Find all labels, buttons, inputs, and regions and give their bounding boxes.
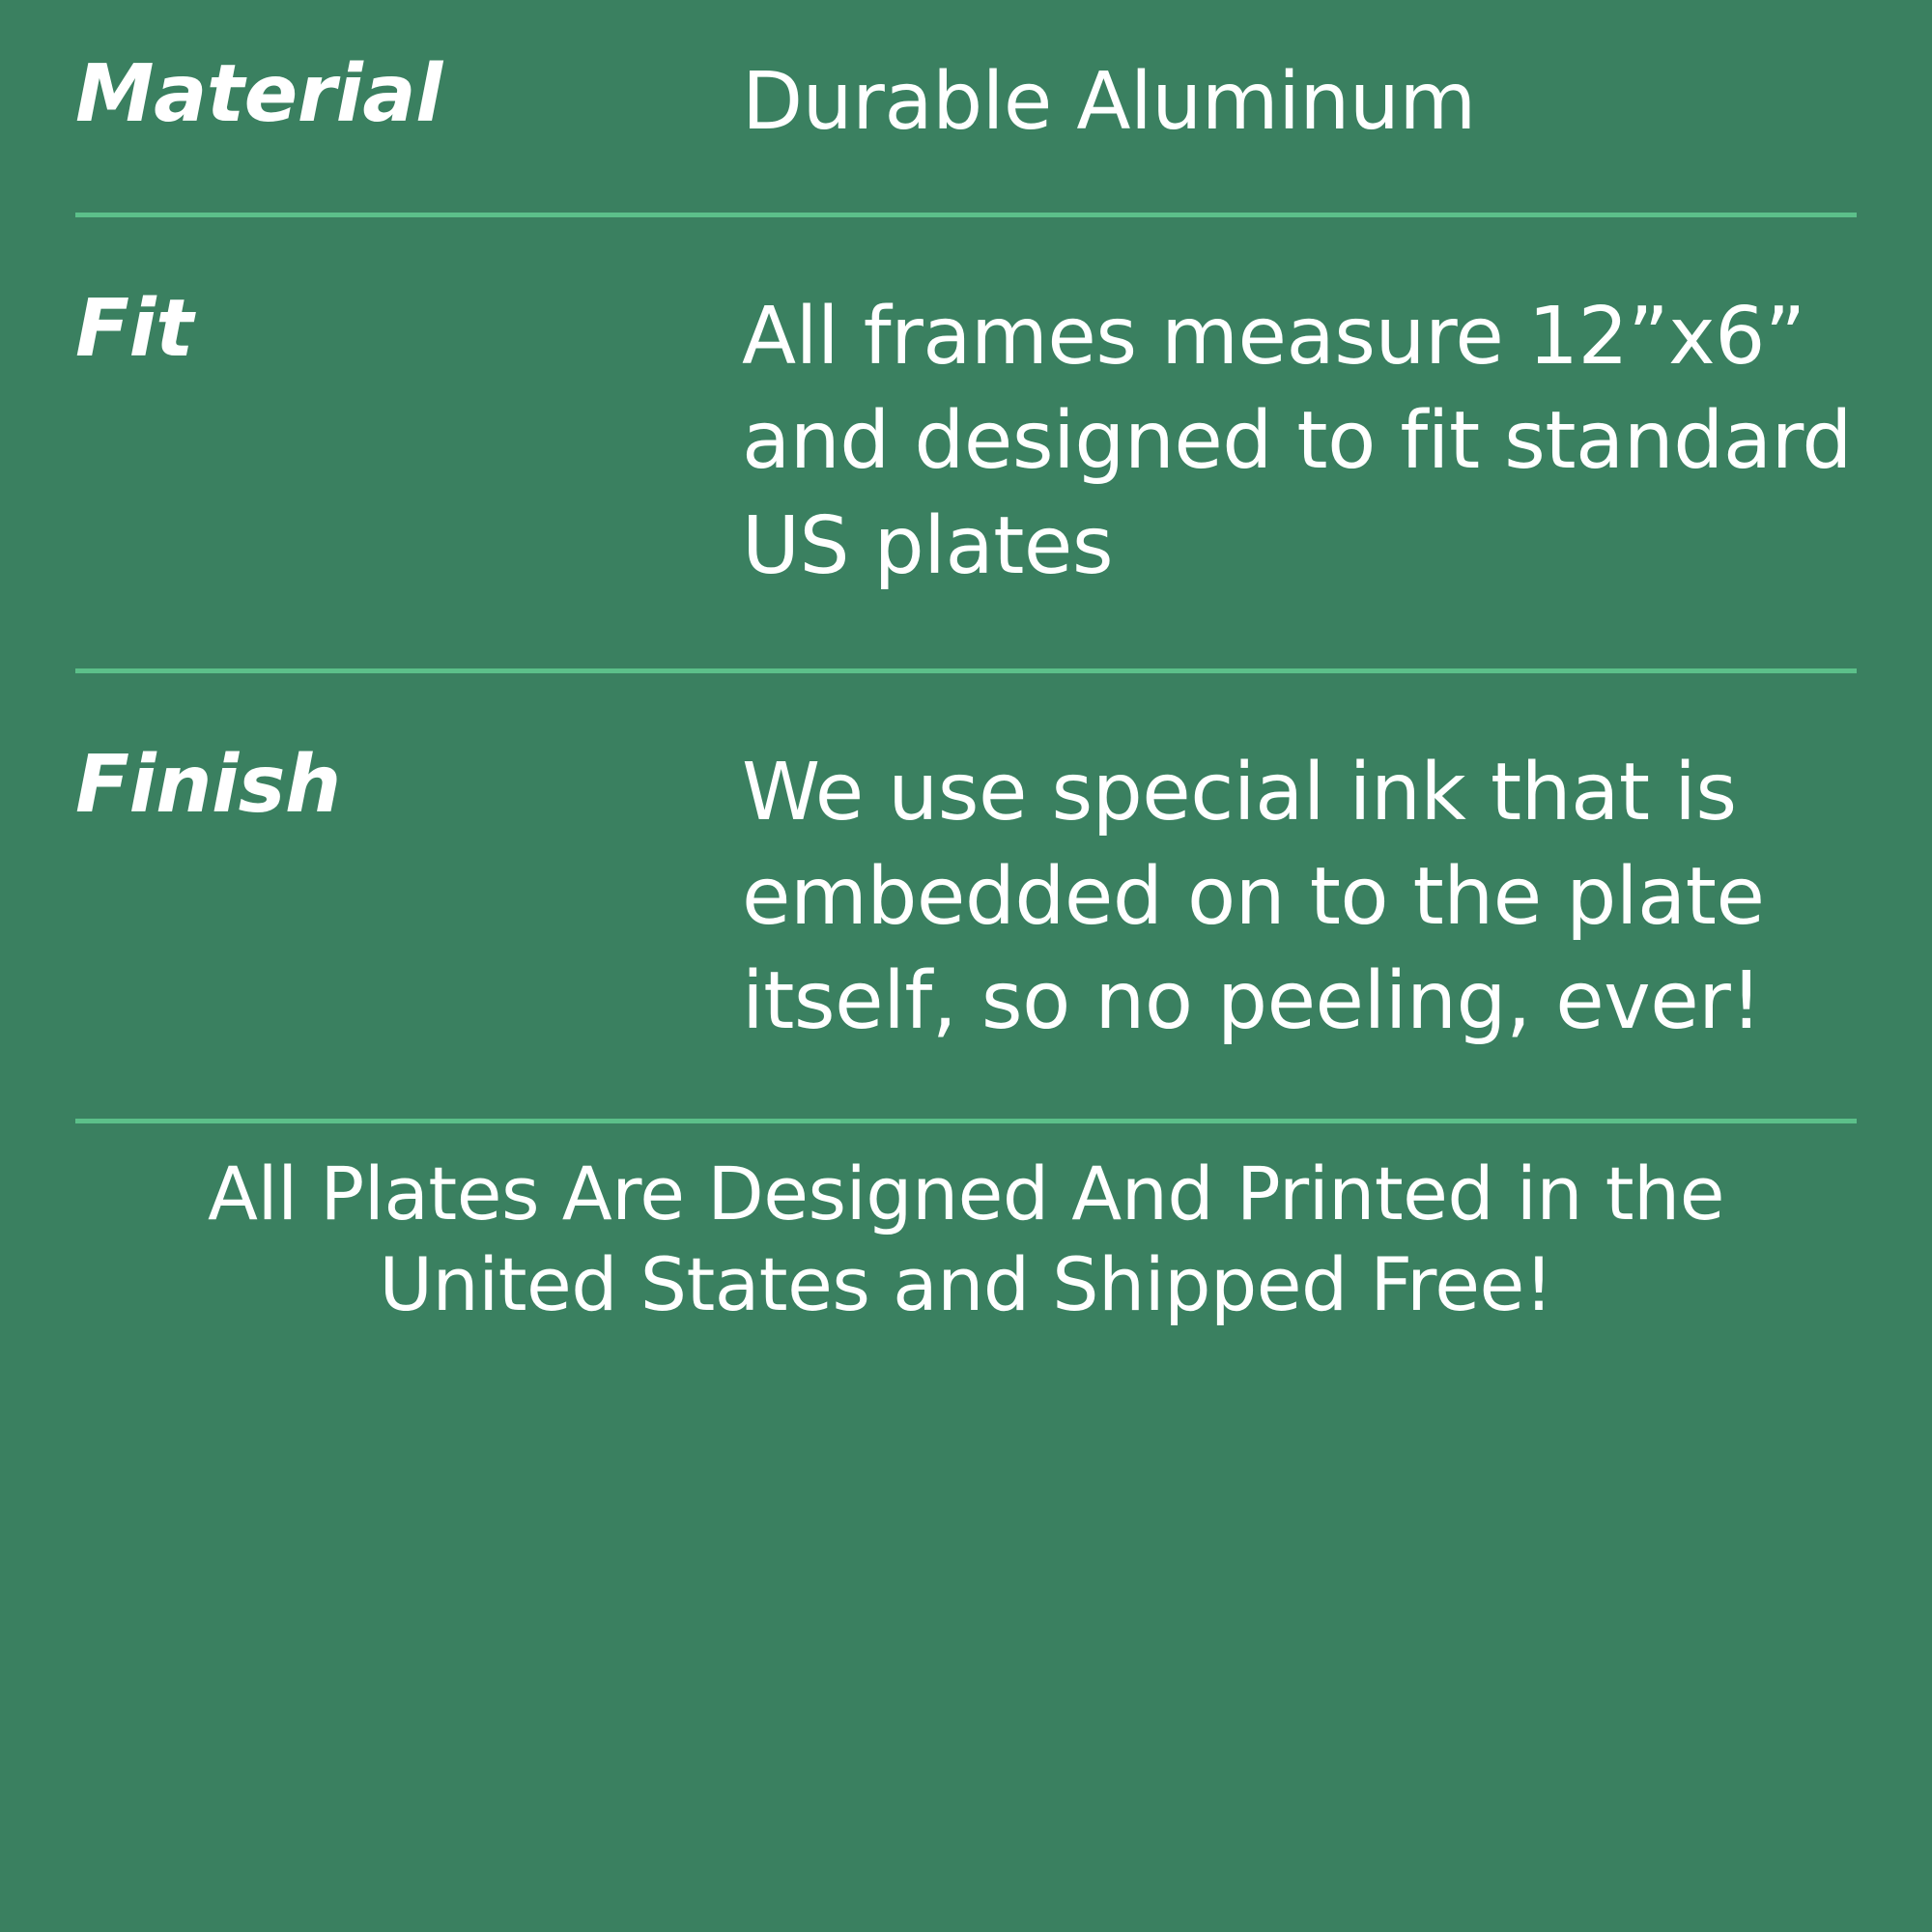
table-row bbox=[75, 0, 1857, 213]
spec-value-fit-cell bbox=[742, 217, 1857, 668]
spec-label-fit-cell bbox=[75, 217, 742, 668]
spec-label-finish: Finish bbox=[75, 738, 341, 831]
spacer-material bbox=[742, 155, 1857, 213]
spec-label-material-cell bbox=[75, 0, 742, 213]
spec-value-material: Durable Aluminum bbox=[742, 56, 1476, 148]
divider-cell-3 bbox=[75, 1119, 1857, 1123]
spec-label-fit: Fit bbox=[75, 283, 193, 376]
table-row bbox=[75, 217, 1857, 668]
spec-value-finish: We use special ink that is embedded on to the plate itself, so no peeling, ever! bbox=[742, 746, 1765, 1048]
footer-note: All Plates Are Designed And Printed in the United States and Shipped Free! bbox=[208, 1150, 1724, 1327]
table-row bbox=[75, 673, 1857, 1119]
spacer-fit bbox=[742, 599, 1857, 668]
spec-label-finish-cell bbox=[75, 673, 742, 1119]
spec-value-fit: All frames measure 12”x6” and designed to fit standard US plates bbox=[742, 291, 1852, 592]
specifications-table bbox=[75, 0, 1857, 1123]
spec-value-finish-cell bbox=[742, 673, 1857, 1119]
spec-value-material-cell bbox=[742, 0, 1857, 213]
row-divider bbox=[75, 1119, 1857, 1123]
spec-label-material: Material bbox=[75, 48, 442, 140]
spacer-finish bbox=[742, 1055, 1857, 1119]
divider-row-3 bbox=[75, 1119, 1857, 1123]
